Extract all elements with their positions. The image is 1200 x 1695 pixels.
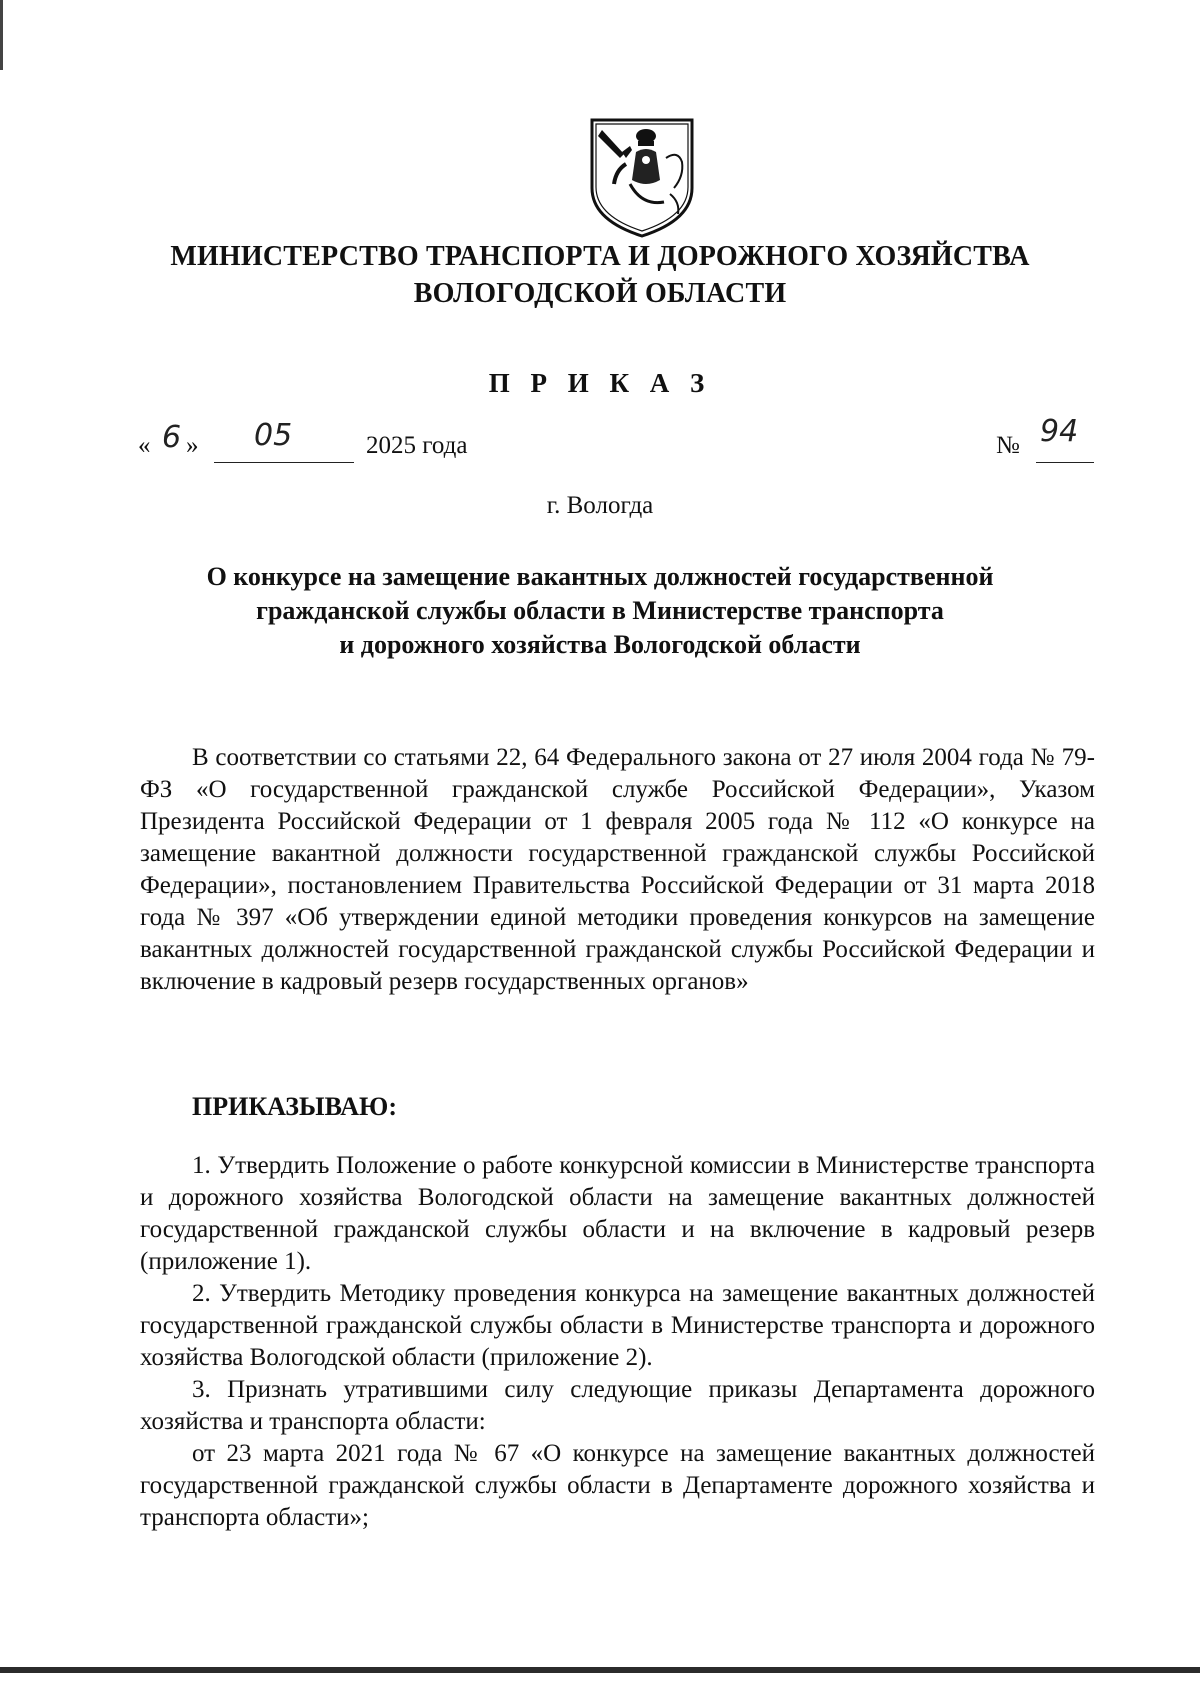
order-item-2: 2. Утвердить Методику проведения конкурса на замещение вакантных должностей государственной гражданской службы области в Министерстве транспорта и дорожного хозяйства Вологодской области (приложение 2). <box>140 1280 1095 1371</box>
scan-edge-bottom <box>0 1667 1200 1673</box>
order-subject-line-3: и дорожного хозяйства Вологодской области <box>339 630 861 659</box>
order-year: 2025 года <box>366 432 468 459</box>
organization-name-line-1: МИНИСТЕРСТВО ТРАНСПОРТА И ДОРОЖНОГО ХОЗЯЙСТВА <box>170 241 1030 272</box>
scan-edge <box>0 0 3 70</box>
document-type-title: П Р И К А З <box>488 368 712 398</box>
order-item-3: 3. Признать утратившими силу следующие приказы Департамента дорожного хозяйства и транспорта области: <box>140 1376 1095 1435</box>
order-number-label: № <box>996 432 1020 459</box>
order-subject-line-2: гражданской службы области в Министерстве транспорта <box>256 596 944 625</box>
order-subject <box>0 560 1200 662</box>
order-directive-heading: ПРИКАЗЫВАЮ: <box>192 1092 397 1121</box>
order-city: г. Вологда <box>546 492 654 519</box>
organization-name <box>0 238 1200 312</box>
order-item-1: 1. Утвердить Положение о работе конкурсной комиссии в Министерстве транспорта и дорожного хозяйства Вологодской области на замещение вакантных должностей государственной гражданской службы области и на включение в кадровый резерв (приложение 1). <box>140 1152 1095 1275</box>
order-number: 94 <box>1040 414 1079 449</box>
preamble-paragraph <box>140 742 1095 998</box>
order-month: 05 <box>254 418 293 453</box>
coat-of-arms-icon <box>586 110 698 240</box>
order-day: 6 <box>162 420 182 455</box>
organization-name-line-2: ВОЛОГОДСКОЙ ОБЛАСТИ <box>413 278 787 309</box>
preamble-text: В соответствии со статьями 22, 64 Федерального закона от 27 июля 2004 года № 79-ФЗ «О государственной гражданской службе Российской Федерации», Указом Президента Российской Федерации от 1 февраля 2005 года № 112 «О конкурсе на замещение вакантной должности государственной гражданской службы Российской Федерации», постановлением Правительства Российской Федерации от 31 марта 2018 года № 397 «Об утверждении единой методики проведения конкурсов на замещение вакантных должностей государственной гражданской службы Российской Федерации и включение в кадровый резерв государственных органов» <box>140 744 1095 995</box>
order-date-row <box>138 414 1098 470</box>
order-item-3-subitem: от 23 марта 2021 года № 67 «О конкурсе на замещение вакантных должностей государственной гражданской службы области в Департаменте дорожного хозяйства и транспорта области»; <box>140 1440 1095 1531</box>
order-items <box>140 1150 1095 1534</box>
date-quote-open: « <box>138 432 151 459</box>
order-subject-line-1: О конкурсе на замещение вакантных должностей государственной <box>206 562 994 591</box>
date-quote-close: » <box>186 432 199 459</box>
